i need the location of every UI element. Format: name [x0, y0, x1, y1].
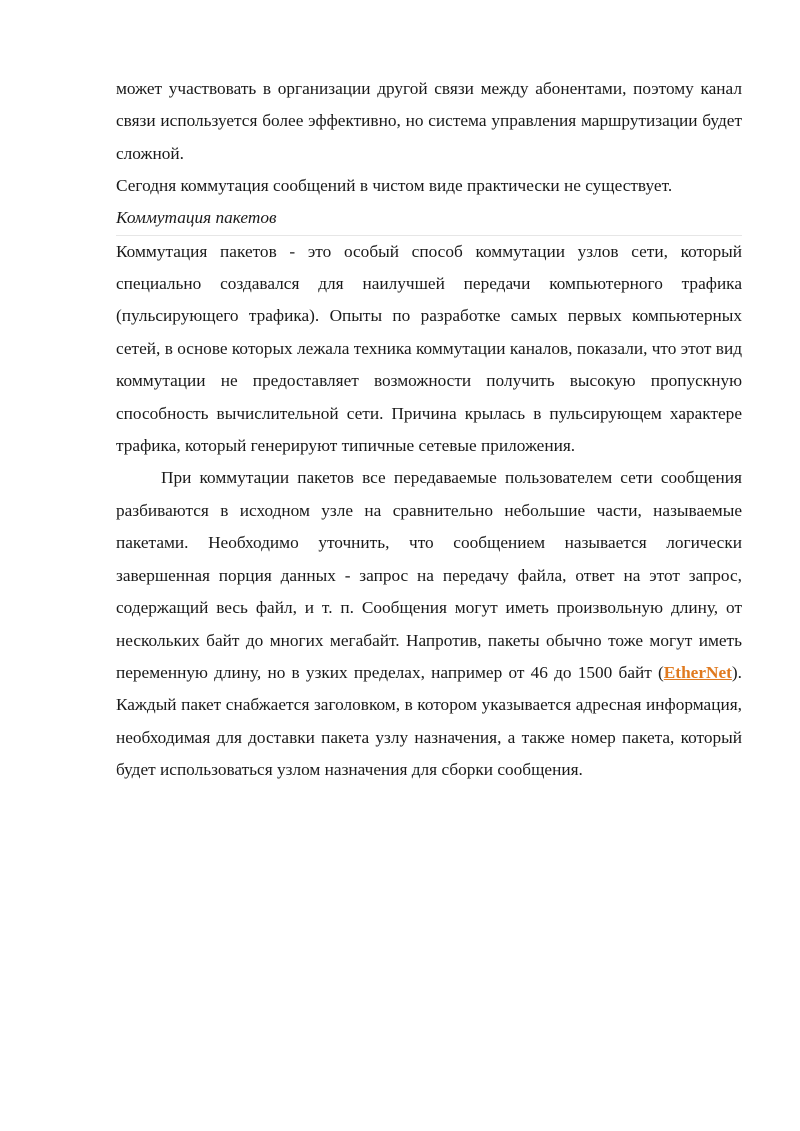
paragraph-packet-switching-details	[116, 462, 742, 786]
ethernet-link[interactable]: EtherNet	[663, 662, 732, 682]
document-page	[116, 73, 742, 787]
paragraph-text-after-link: ). Каждый пакет снабжается заголовком, в котором указывается адресная информация, необходимая для доставки пакета узлу назначения, а также номер пакета, который будет использоваться узлом назначения для сборки сообщения.	[116, 662, 742, 780]
paragraph-packet-switching-definition: Коммутация пакетов - это особый способ коммутации узлов сети, который специально создавался для наилучшей передачи компьютерного трафика (пульсирующего трафика). Опыты по разработке самых первых компьютерных сетей, в основе которых лежала техника коммутации каналов, показали, что этот вид коммутации не предоставляет возможности получить высокую пропускную способность вычислительной сети. Причина крылась в пульсирующем характере трафика, который генерируют типичные сетевые приложения.	[116, 241, 742, 456]
paragraph-text-before-link: При коммутации пакетов все передаваемые пользователем сети сообщения разбиваются в исходном узле на сравнительно небольшие части, называемые пакетами. Необходимо уточнить, что сообщением называется логически завершенная порция данных - запрос на передачу файла, ответ на этот запрос, содержащий весь файл, и т. п. Сообщения могут иметь произвольную длину, от нескольких байт до многих мегабайт. Напротив, пакеты обычно тоже могут иметь переменную длину, но в узких пределах, например от 46 до 1500 байт (	[116, 468, 742, 682]
intro-paragraph: может участвовать в организации другой связи между абонентами, поэтому канал связи используется более эффективно, но система управления маршрутизации будет сложной.	[116, 79, 742, 163]
intro-closing-sentence: Сегодня коммутация сообщений в чистом виде практически не существует.	[116, 176, 673, 196]
section-heading: Коммутация пакетов	[116, 203, 742, 236]
